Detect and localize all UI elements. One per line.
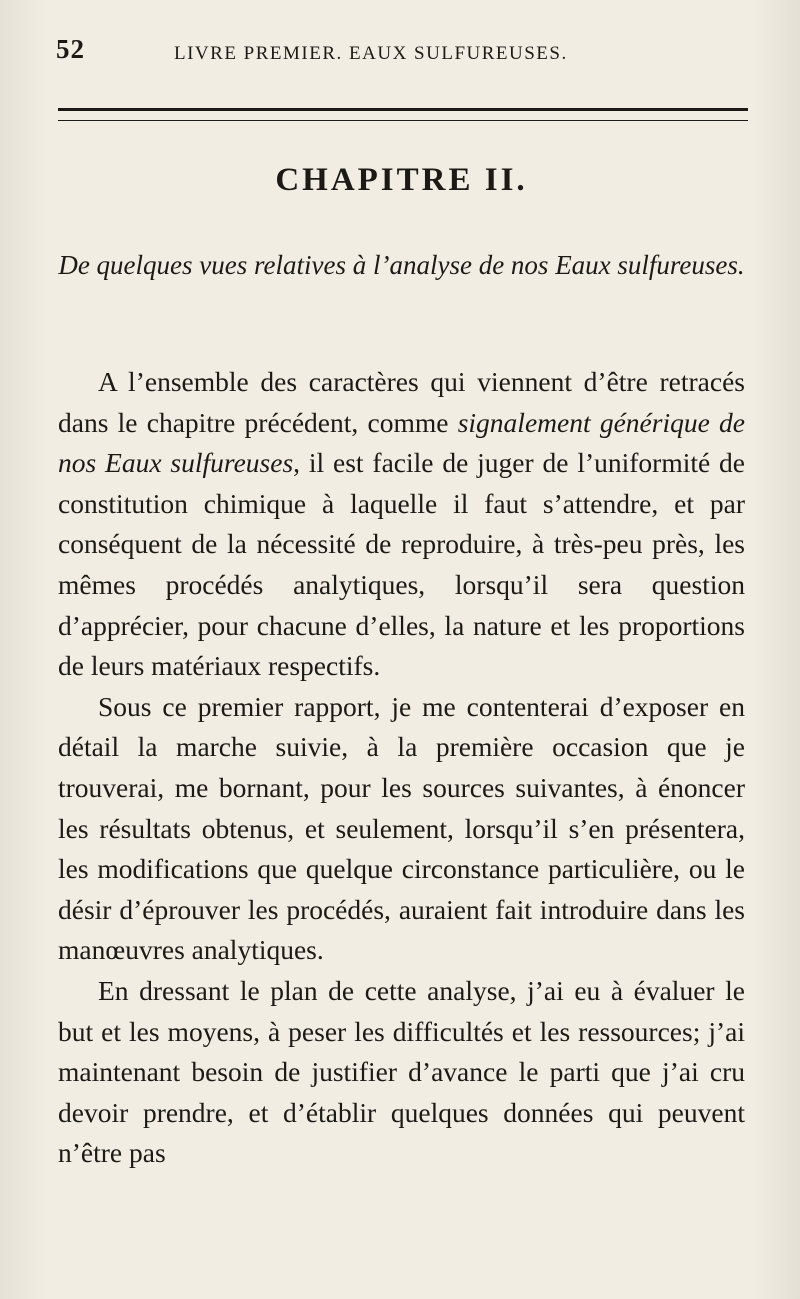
paragraph-1-emphasis: signalement générique de nos Eaux sulfureuses [58,406,746,479]
paragraph-1-part-1: A l’ensemble des caractères qui viennent d’être retracés dans le chapitre précédent, comme [58,366,745,438]
running-head [56,34,745,74]
page-number: 52 [56,34,85,64]
paragraph-2: Sous ce premier rapport, je me contenterai d’exposer en détail la marche suivie, à la première occasion que je trouverai, me bornant, pour les sources suivantes, à énoncer les résultats obtenus, et seulement, lorsqu’il s’en présentera, les modifications que quelque circonstance particulière, ou le désir d’éprouver les procédés, auraient fait introduire dans les manœuvres analytiques. [58,690,745,966]
chapter-subtitle: De quelques vues relatives à l’analyse de nos Eaux sulfureuses. [58,250,745,280]
body-text [58,362,745,1174]
running-head-title: LIVRE PREMIER. EAUX SULFUREUSES. [174,43,568,64]
paragraph-1 [58,362,745,687]
paragraph-3: En dressant le plan de cette analyse, j’ai eu à évaluer le but et les moyens, à peser les difficultés et les ressources; j’ai maintenant besoin de justifier d’avance le parti que j’ai cru devoir prendre, et d’établir quelques données qui peuvent n’être pas [58,974,745,1169]
header-double-rule [58,108,748,121]
chapter-title: CHAPITRE II. [275,162,528,198]
paragraph-1-part-2: , il est facile de juger de l’uniformité de constitution chimique à laquelle il faut s’attendre, et par conséquent de la nécessité de reproduire, à très-peu près, les mêmes procédés analytiques, lorsqu’il sera question d’apprécier, pour chacune d’elles, la nature et les proportions de leurs matériaux respectifs. [58,447,746,682]
